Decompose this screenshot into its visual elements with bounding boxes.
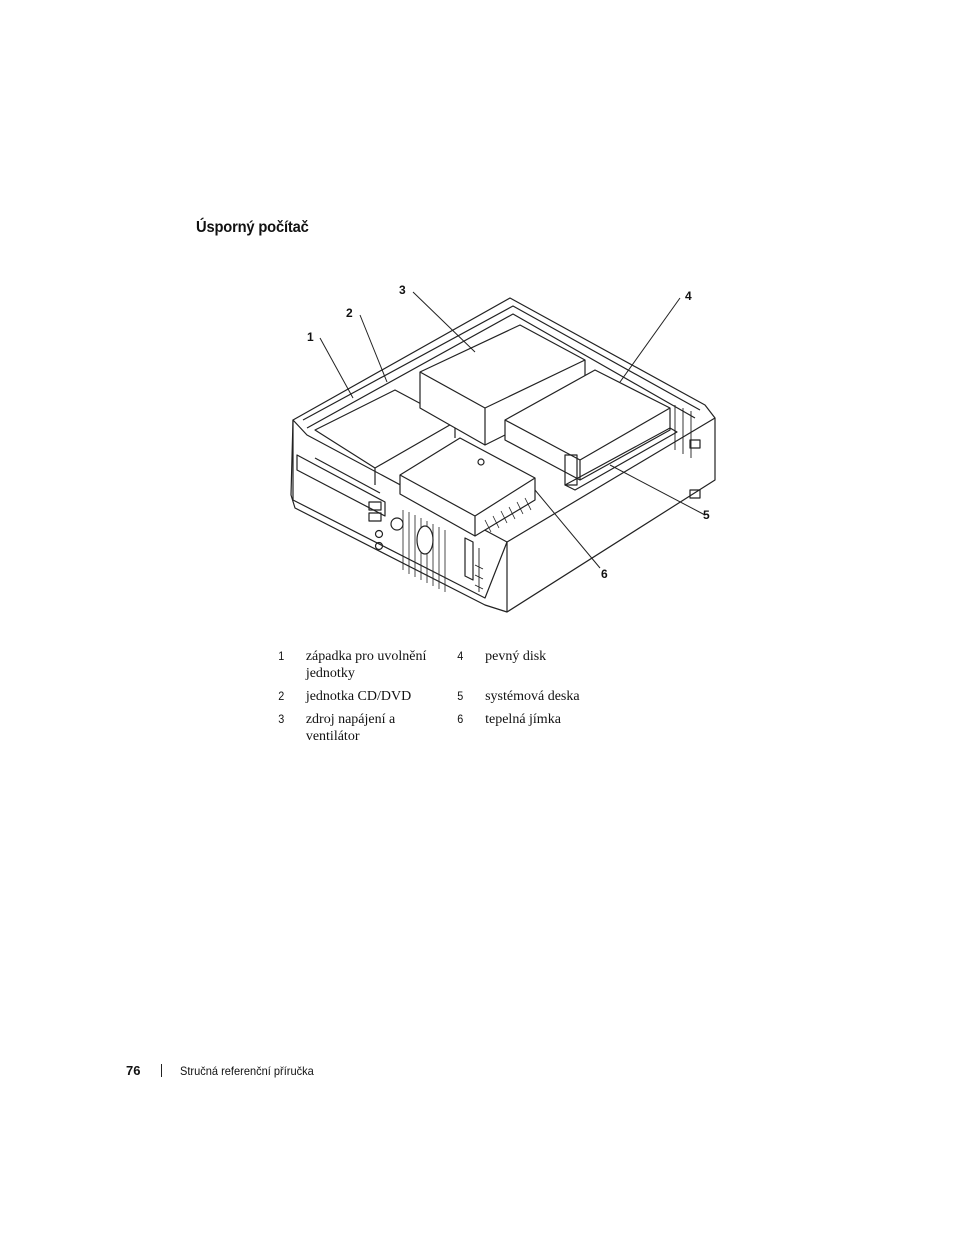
callout-5: 5 [703, 508, 710, 522]
legend-number: 3 [278, 712, 285, 726]
callout-1: 1 [307, 330, 314, 344]
chassis-drawing [285, 280, 725, 620]
legend-text: tepelná jímka [485, 712, 561, 727]
legend-number: 4 [457, 649, 464, 663]
legend-text: pevný disk [485, 649, 547, 664]
leader-line-4 [620, 298, 680, 382]
page-number: 76 [126, 1063, 141, 1078]
callout-3: 3 [399, 283, 406, 297]
leader-line-1 [320, 338, 353, 398]
legend-text: jednotka CD/DVD [305, 689, 412, 704]
legend-row [272, 688, 632, 711]
legend-table [272, 648, 632, 751]
section-heading: Úsporný počítač [196, 219, 309, 236]
legend-text: západka pro uvolnění jednotky [305, 649, 427, 681]
page-footer [126, 1063, 325, 1078]
legend-number: 5 [457, 689, 464, 703]
footer-separator [161, 1064, 162, 1077]
legend-number: 1 [278, 649, 285, 663]
legend-row [272, 711, 632, 751]
footer-title: Stručná referenční příručka [180, 1063, 314, 1078]
legend-number: 6 [457, 712, 464, 726]
legend-number: 2 [278, 689, 285, 703]
computer-illustration [285, 280, 725, 620]
callout-2: 2 [346, 306, 353, 320]
callout-4: 4 [685, 289, 692, 303]
legend-text: zdroj napájení a ventilátor [305, 712, 396, 744]
callout-6: 6 [601, 567, 608, 581]
legend-row [272, 648, 632, 688]
legend-text: systémová deska [485, 689, 580, 704]
leader-line-2 [360, 315, 387, 382]
